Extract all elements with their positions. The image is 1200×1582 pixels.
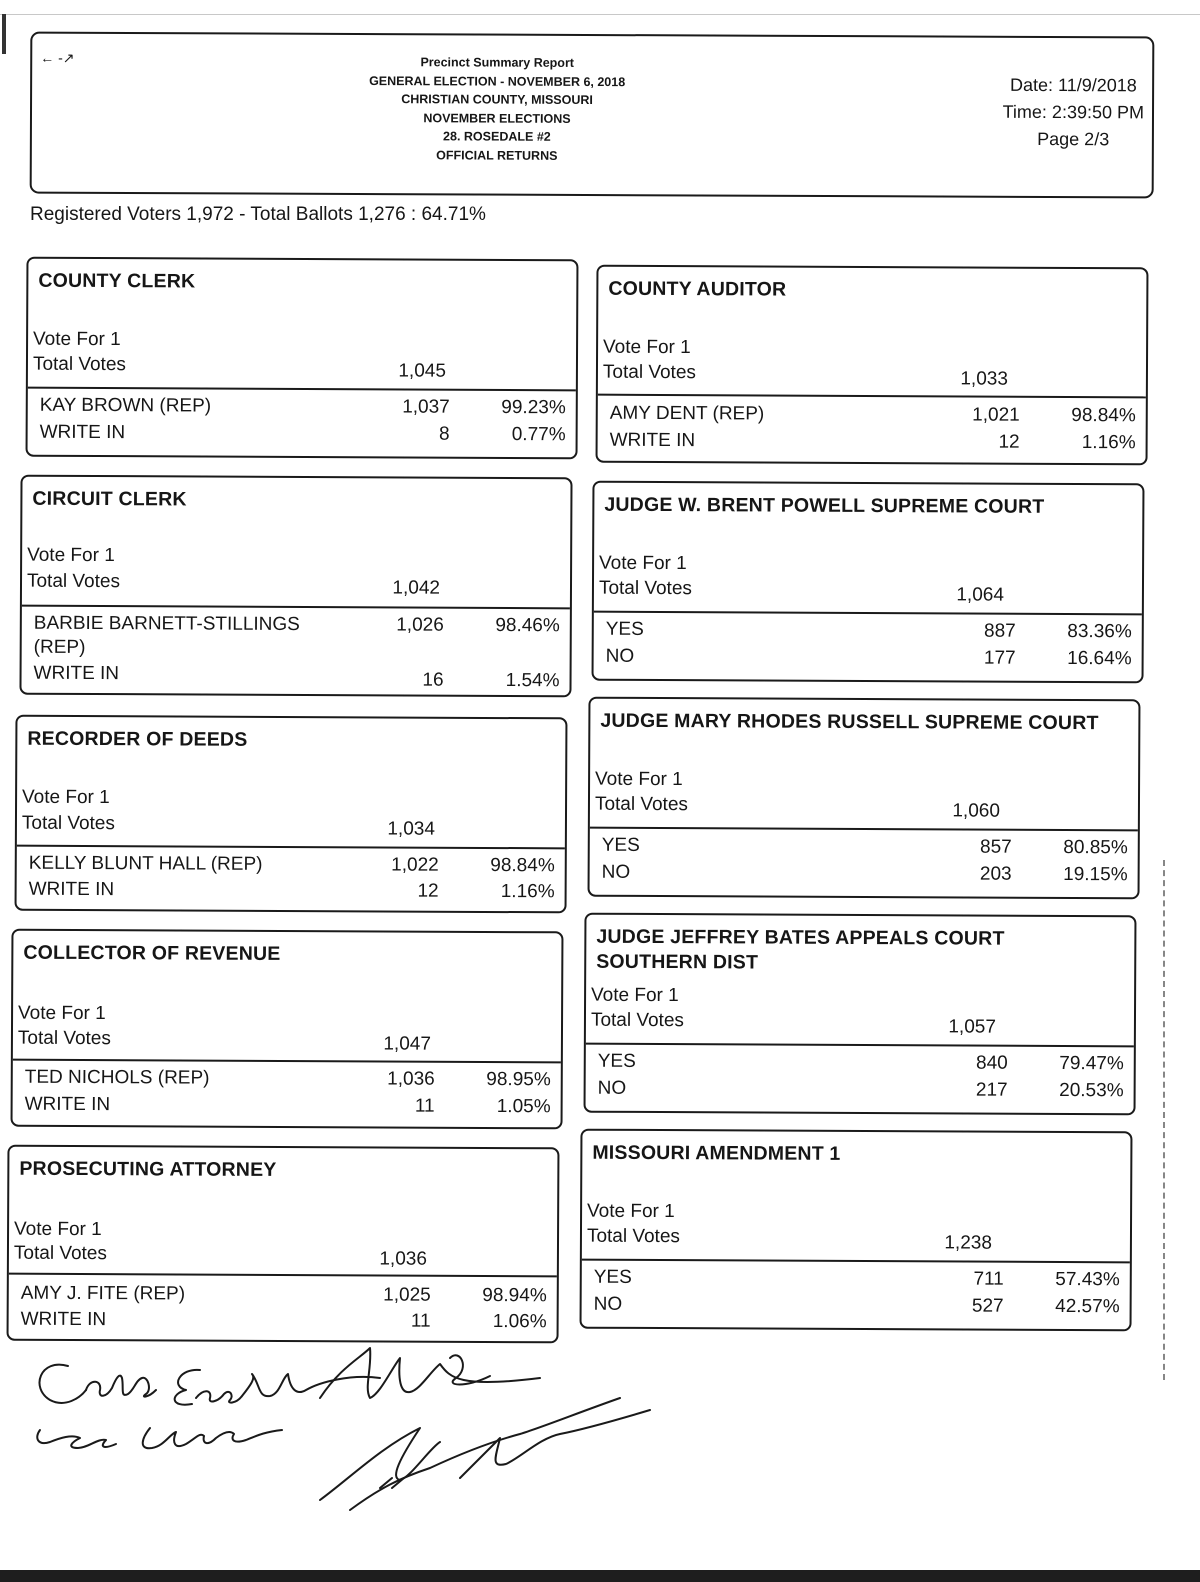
contest-collector-of-revenue	[11, 929, 564, 1130]
contest-title: JUDGE W. BRENT POWELL SUPREME COURT	[604, 493, 1045, 518]
candidate-votes: 857	[980, 836, 1012, 858]
candidate-votes: 11	[414, 1095, 435, 1117]
total-votes-label: Total Votes	[13, 1242, 107, 1265]
candidate-name: TED NICHOLS (REP)	[24, 1066, 210, 1089]
total-votes-value: 1,060	[952, 800, 1000, 822]
candidate-row	[602, 835, 1128, 864]
election-name: GENERAL ELECTION - NOVEMBER 6, 2018	[369, 73, 626, 89]
divider	[582, 1259, 1130, 1264]
candidate-name: KELLY BLUNT HALL (REP)	[28, 852, 263, 875]
candidate-name: WRITE IN	[24, 1093, 111, 1116]
report-header	[30, 32, 1155, 199]
divider	[598, 394, 1146, 399]
candidate-percent: 99.23%	[501, 396, 566, 419]
candidate-name: WRITE IN	[39, 421, 126, 444]
report-date: Date: 11/9/2018	[1010, 74, 1137, 96]
contest-title: COUNTY AUDITOR	[608, 277, 787, 301]
vote-for-label: Vote For 1	[18, 1002, 106, 1025]
contest-recorder-of-deeds	[15, 715, 568, 914]
election-group: NOVEMBER ELECTIONS	[423, 110, 571, 126]
candidate-row	[40, 395, 566, 424]
candidate-row	[34, 637, 560, 666]
candidate-party: (REP)	[33, 636, 86, 658]
contest-amendment-1	[580, 1129, 1133, 1332]
candidate-row	[602, 862, 1128, 891]
contest-county-auditor	[596, 265, 1149, 466]
candidate-row	[610, 403, 1136, 432]
total-votes-label: Total Votes	[586, 1225, 680, 1248]
candidate-name: AMY DENT (REP)	[609, 402, 765, 425]
candidate-votes: 711	[973, 1268, 1004, 1290]
candidate-votes: 1,022	[391, 854, 439, 876]
candidate-percent: 80.85%	[1063, 836, 1128, 859]
candidate-percent: 1.16%	[500, 881, 555, 903]
candidate-percent: 79.47%	[1059, 1052, 1124, 1075]
contest-title: PROSECUTING ATTORNEY	[19, 1157, 277, 1181]
divider	[22, 605, 570, 610]
precinct-name: 28. ROSEDALE #2	[443, 129, 551, 144]
candidate-percent: 19.15%	[1063, 863, 1128, 886]
candidate-percent: 1.16%	[1081, 432, 1136, 454]
candidate-percent: 83.36%	[1067, 620, 1132, 643]
total-votes-value: 1,042	[392, 577, 441, 599]
choice-label: YES	[597, 1050, 636, 1072]
contest-judge-powell	[592, 481, 1145, 684]
choice-label: NO	[605, 645, 635, 667]
vote-for-label: Vote For 1	[595, 768, 683, 791]
candidate-name: WRITE IN	[33, 662, 120, 685]
scan-margin-dots	[1163, 860, 1168, 1380]
choice-label: YES	[605, 618, 644, 640]
scan-top-edge	[0, 0, 1200, 15]
candidate-row	[598, 1078, 1124, 1107]
contest-title-line2: SOUTHERN DIST	[596, 950, 759, 974]
candidate-row	[606, 619, 1132, 648]
total-votes-label: Total Votes	[21, 812, 115, 835]
candidate-votes: 203	[979, 863, 1012, 885]
choice-label: YES	[593, 1266, 632, 1288]
candidate-percent: 1.06%	[492, 1311, 547, 1333]
candidate-row	[33, 663, 559, 692]
candidate-votes: 1,021	[972, 404, 1020, 426]
vote-for-label: Vote For 1	[603, 336, 691, 359]
contest-county-clerk	[26, 257, 579, 460]
contest-title: RECORDER OF DEEDS	[27, 727, 248, 751]
returns-type: OFFICIAL RETURNS	[436, 147, 558, 163]
report-title-block	[332, 53, 662, 165]
vote-for-label: Vote For 1	[599, 552, 687, 575]
choice-label: NO	[601, 861, 631, 883]
candidate-percent: 1.54%	[505, 670, 560, 692]
candidate-row	[21, 1309, 547, 1338]
vote-for-label: Vote For 1	[591, 984, 679, 1007]
choice-label: NO	[597, 1077, 627, 1099]
candidate-percent: 16.64%	[1067, 647, 1132, 670]
candidate-row	[594, 1267, 1120, 1296]
county-name: CHRISTIAN COUNTY, MISSOURI	[401, 92, 593, 108]
divider	[17, 845, 565, 850]
candidate-votes: 217	[975, 1079, 1008, 1101]
candidate-percent: 20.53%	[1059, 1079, 1124, 1102]
total-votes-value: 1,036	[379, 1248, 427, 1270]
candidate-votes: 8	[438, 423, 450, 445]
candidate-row	[40, 422, 566, 451]
candidate-percent: 1.05%	[496, 1096, 551, 1118]
candidate-percent: 0.77%	[511, 424, 566, 446]
candidate-name: KAY BROWN (REP)	[39, 394, 212, 417]
vote-for-label: Vote For 1	[33, 328, 121, 351]
candidate-votes: 527	[971, 1295, 1004, 1317]
candidate-votes: 887	[984, 620, 1016, 642]
candidate-votes: 177	[983, 647, 1016, 669]
candidate-row	[29, 853, 555, 882]
page-number: Page 2/3	[1037, 128, 1110, 150]
total-votes-label: Total Votes	[32, 353, 126, 376]
candidate-votes: 12	[417, 880, 439, 902]
candidate-percent: 98.84%	[490, 854, 555, 877]
candidate-votes: 12	[998, 431, 1020, 453]
total-votes-value: 1,064	[956, 584, 1004, 606]
candidate-percent: 98.46%	[495, 614, 560, 637]
turnout-summary: Registered Voters 1,972 - Total Ballots 1,276 : 64.71%	[30, 204, 486, 225]
candidate-row	[606, 646, 1132, 675]
vote-for-label: Vote For 1	[22, 786, 110, 809]
total-votes-value: 1,047	[383, 1033, 431, 1055]
candidate-name: WRITE IN	[609, 429, 696, 452]
contest-title-line1: JUDGE JEFFREY BATES APPEALS COURT	[596, 925, 1005, 950]
total-votes-label: Total Votes	[26, 570, 121, 593]
candidate-row	[29, 879, 555, 908]
total-votes-label: Total Votes	[598, 577, 692, 600]
total-votes-value: 1,057	[948, 1016, 996, 1038]
total-votes-value: 1,034	[387, 818, 435, 840]
divider	[586, 1043, 1134, 1048]
contest-circuit-clerk	[19, 475, 572, 698]
candidate-votes: 1,036	[387, 1068, 435, 1090]
total-votes-label: Total Votes	[17, 1027, 111, 1050]
divider	[590, 827, 1138, 832]
vote-for-label: Vote For 1	[587, 1200, 675, 1223]
total-votes-value: 1,045	[398, 360, 446, 382]
candidate-name: WRITE IN	[28, 878, 115, 901]
report-title: Precinct Summary Report	[420, 55, 575, 70]
candidate-percent: 98.94%	[482, 1284, 547, 1307]
contest-judge-bates	[584, 913, 1137, 1116]
handwritten-signatures	[20, 1338, 660, 1518]
vote-for-label: Vote For 1	[27, 544, 115, 567]
report-meta	[1002, 72, 1144, 154]
header-pen-mark: ← -↗	[40, 49, 75, 66]
divider	[594, 611, 1142, 616]
contest-title: COUNTY CLERK	[38, 269, 196, 293]
candidate-votes: 1,025	[383, 1284, 431, 1306]
candidate-percent: 98.95%	[486, 1068, 551, 1091]
candidate-row	[598, 1051, 1124, 1080]
contest-prosecuting-attorney	[7, 1145, 560, 1344]
candidate-votes: 16	[422, 669, 444, 691]
candidate-votes: 840	[976, 1052, 1008, 1074]
candidate-name: WRITE IN	[20, 1308, 107, 1331]
total-votes-value: 1,238	[944, 1232, 992, 1254]
divider	[28, 387, 576, 392]
report-time: Time: 2:39:50 PM	[1002, 101, 1145, 123]
candidate-row	[21, 1283, 547, 1312]
candidate-row	[25, 1067, 551, 1096]
total-votes-label: Total Votes	[594, 793, 688, 816]
candidate-percent: 42.57%	[1055, 1295, 1120, 1318]
contest-title	[596, 925, 1004, 977]
total-votes-label: Total Votes	[590, 1009, 684, 1032]
total-votes-label: Total Votes	[602, 361, 696, 384]
candidate-row	[25, 1094, 551, 1123]
contest-title: MISSOURI AMENDMENT 1	[592, 1141, 841, 1165]
choice-label: YES	[601, 834, 640, 856]
choice-label: NO	[593, 1293, 623, 1315]
candidate-votes: 1,026	[396, 614, 444, 636]
candidate-percent: 57.43%	[1055, 1268, 1120, 1291]
candidate-name: BARBIE BARNETT-STILLINGS	[33, 612, 300, 636]
contest-title: COLLECTOR OF REVENUE	[23, 941, 281, 965]
candidate-percent: 98.84%	[1071, 404, 1136, 427]
scan-bottom-edge	[0, 1570, 1200, 1582]
candidate-votes: 11	[410, 1310, 431, 1332]
divider	[9, 1273, 557, 1278]
candidate-row	[594, 1294, 1120, 1323]
contest-judge-russell	[588, 697, 1141, 900]
scan-mark	[2, 14, 6, 54]
divider	[13, 1059, 561, 1064]
total-votes-value: 1,033	[960, 368, 1008, 390]
contest-title: JUDGE MARY RHODES RUSSELL SUPREME COURT	[600, 709, 1099, 735]
candidate-name: AMY J. FITE (REP)	[20, 1282, 186, 1305]
candidate-votes: 1,037	[402, 396, 450, 418]
candidate-row	[610, 430, 1136, 459]
vote-for-label: Vote For 1	[14, 1218, 102, 1241]
contest-title: CIRCUIT CLERK	[32, 487, 187, 511]
